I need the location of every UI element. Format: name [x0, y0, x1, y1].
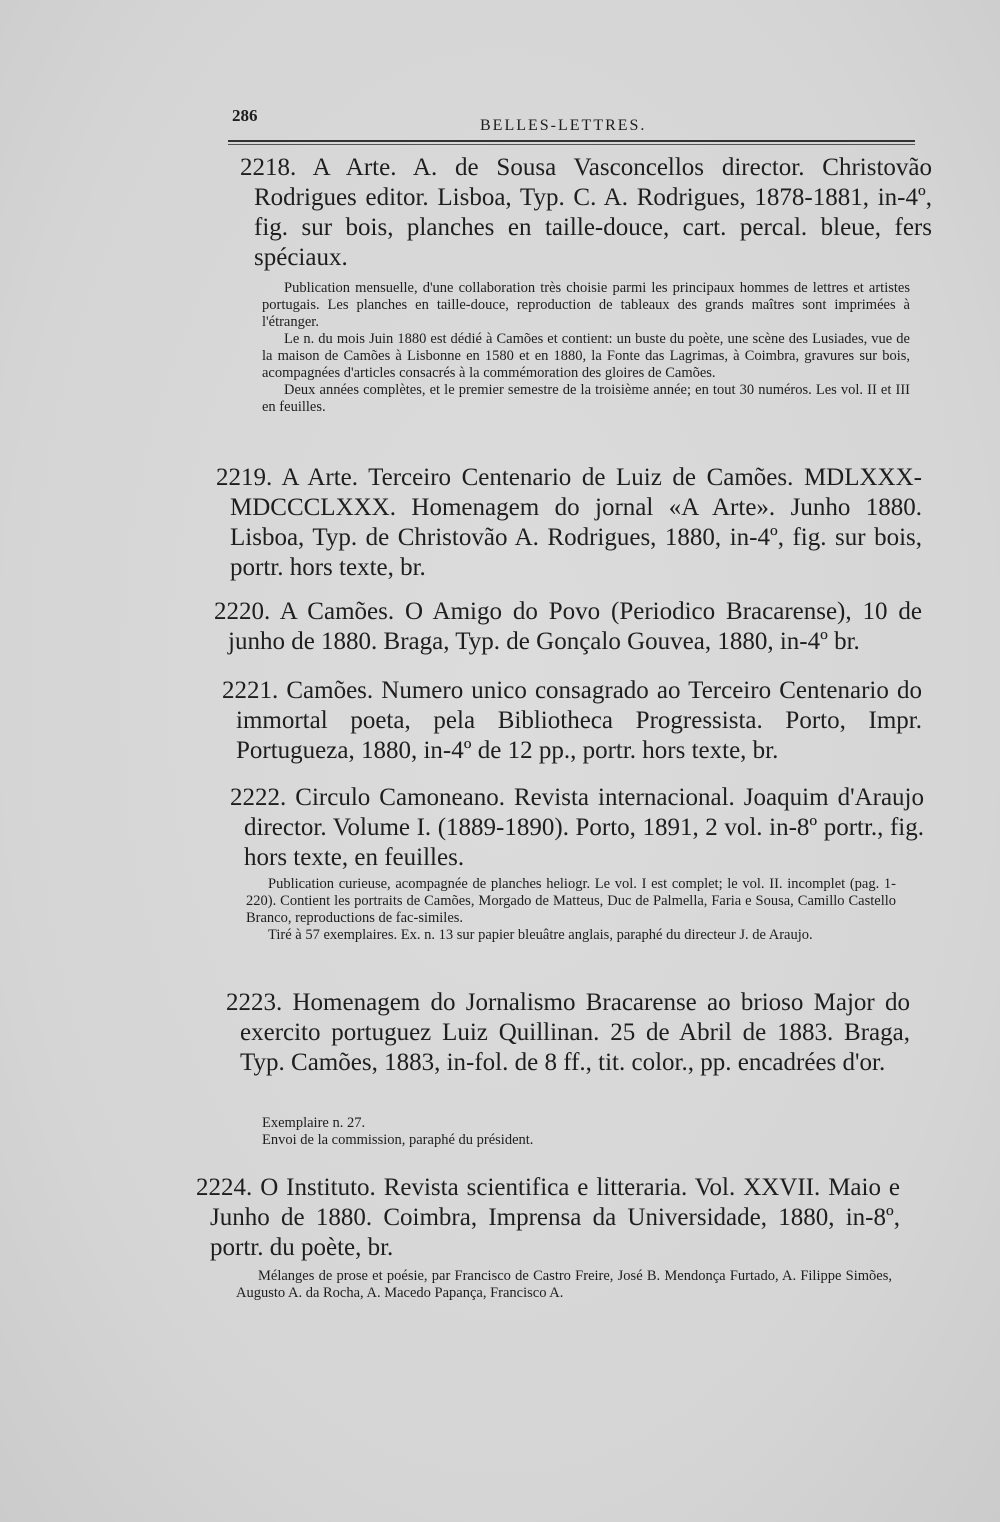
entry-2221: 2221. Camões. Numero unico consagrado ao Terceiro Centenario do immortal poeta, pela Bibliotheca Progressista. Porto, Impr. Portugueza, 1880, in-4º de 12 pp., portr. hors texte, br.: [222, 677, 922, 764]
entry-2223: 2223. Homenagem do Jornalismo Bracarense ao brioso Major do exercito portuguez Luiz Quillinan. 25 de Abril de 1883. Braga, Typ. Camões, 1883, in-fol. de 8 ff., tit. color., pp. encadrées d'or.: [226, 989, 910, 1076]
note-paragraph: Exemplaire n. 27.: [262, 1115, 366, 1131]
note-paragraph: Le n. du mois Juin 1880 est dédié à Camões et contient: un buste du poète, une scène des Lusiades, vue de la maison de Camões à Lisbonne en 1580 et en 1880, la Fonte das Lagrimas, à Coimbra, gravures sur bois, acompagnées d'articles consacrés à la commémoration des gloires de Camões.: [262, 331, 910, 381]
header-rule: [228, 140, 915, 145]
note-block-2218: [262, 280, 910, 416]
note-paragraph: Publication curieuse, acompagnée de planches heliogr. Le vol. I est complet; le vol. II. incomplet (pag. 1-220). Contient les portraits de Camões, Morgado de Matteus, Duc de Palmella, Faria e Sousa, Camillo Castello Branco, reproductions de fac-similes.: [246, 876, 896, 926]
entry-2219: 2219. A Arte. Terceiro Centenario de Luiz de Camões. MDLXXX-MDCCCLXXX. Homenagem do jornal «A Arte». Junho 1880. Lisboa, Typ. de Christovão A. Rodrigues, 1880, in-4º, fig. sur bois, portr. hors texte, br.: [216, 464, 922, 581]
note-paragraph: Envoi de la commission, paraphé du président.: [262, 1132, 534, 1148]
note-block-2224: [236, 1268, 892, 1302]
entry-2224: 2224. O Instituto. Revista scientifica e litteraria. Vol. XXVII. Maio e Junho de 1880. Coimbra, Imprensa da Universidade, 1880, in-8º, portr. du poète, br.: [196, 1174, 900, 1261]
running-title: BELLES-LETTRES.: [480, 117, 647, 134]
entry-2218: 2218. A Arte. A. de Sousa Vasconcellos director. Christovão Rodrigues editor. Lisboa, Typ. C. A. Rodrigues, 1878-1881, in-4º, fig. sur bois, planches en taille-douce, cart. percal. bleue, fers spéciaux.: [240, 154, 932, 271]
entry-2220: 2220. A Camões. O Amigo do Povo (Periodico Bracarense), 10 de junho de 1880. Braga, Typ. de Gonçalo Gouvea, 1880, in-4º br.: [214, 598, 922, 655]
note-paragraph: Mélanges de prose et poésie, par Francisco de Castro Freire, José B. Mendonça Furtado, A. Filippe Simões, Augusto A. da Rocha, A. Macedo Papança, Francisco A.: [236, 1268, 892, 1301]
note-block-2223: [262, 1115, 882, 1149]
entry-2222: 2222. Circulo Camoneano. Revista internacional. Joaquim d'Araujo director. Volume I. (1889-1890). Porto, 1891, 2 vol. in-8º portr., fig. hors texte, en feuilles.: [230, 784, 924, 871]
page-number: 286: [232, 106, 258, 125]
note-paragraph: Publication mensuelle, d'une collaboration très choisie parmi les principaux hommes de lettres et artistes portugais. Les planches en taille-douce, reproduction de tableaux des grands maîtres sont imprimées à l'étranger.: [262, 280, 910, 330]
note-block-2222: [246, 876, 896, 944]
note-paragraph: Tiré à 57 exemplaires. Ex. n. 13 sur papier bleuâtre anglais, paraphé du directeur J. de Araujo.: [268, 927, 813, 943]
note-paragraph: Deux années complètes, et le premier semestre de la troisième année; en tout 30 numéros. Les vol. II et III en feuilles.: [262, 382, 910, 415]
